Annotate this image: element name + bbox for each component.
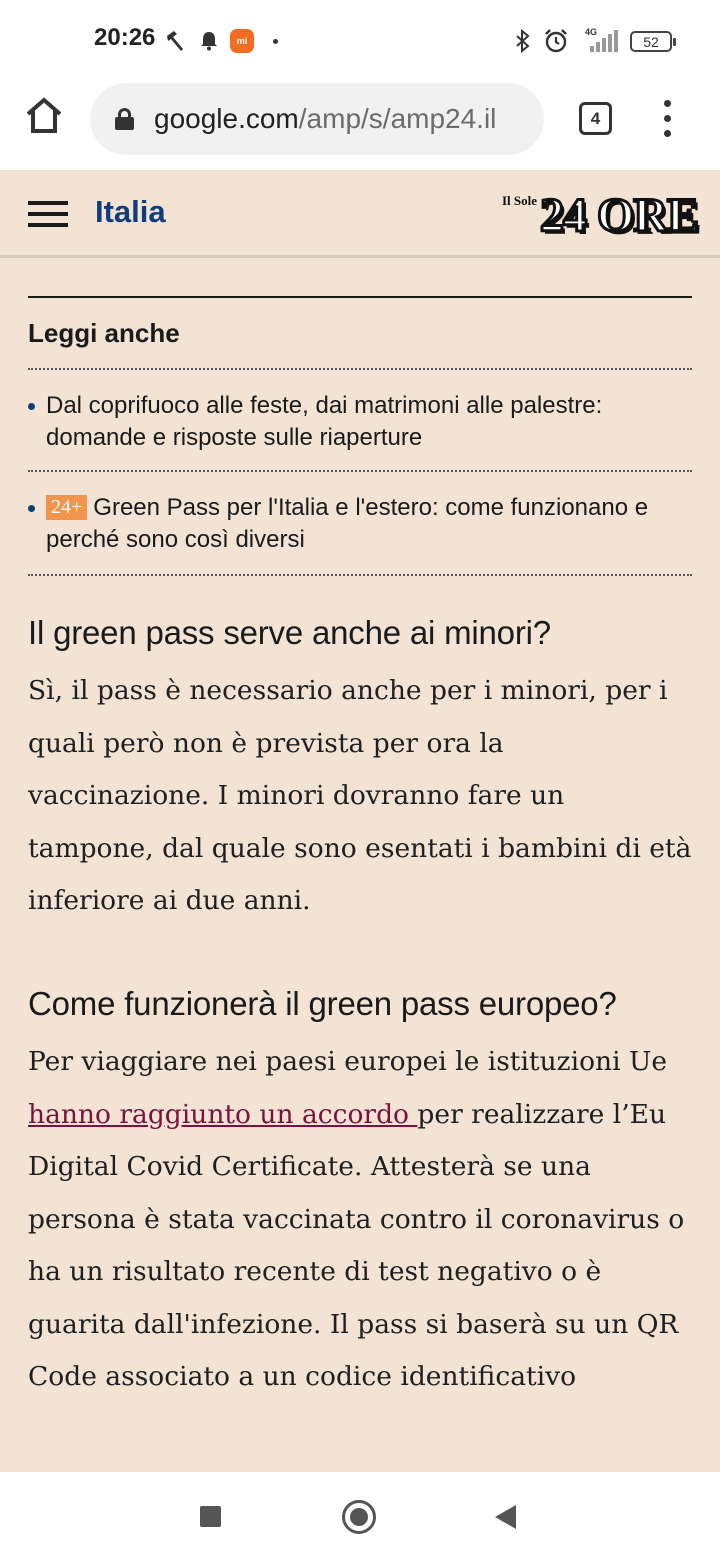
clock: 20:26 <box>94 24 156 51</box>
article-paragraph <box>28 1036 692 1472</box>
related-item-text[interactable]: Green Pass per l'Italia e l'estero: come funzionano e perché sono così diversi <box>46 494 649 553</box>
url-domain: google.com <box>154 103 299 134</box>
section-divider <box>28 296 692 298</box>
paragraph-text: per realizzare l’Eu Digital Covid Certificate. Attesterà se una persona è stata vaccinata contro il coronavirus o ha un risultato recente di test negativo o è guarita dall'infezione. Il pass si baserà su un QR Code associato a un codice identificativo <box>28 1098 685 1392</box>
dot-icon <box>270 24 280 58</box>
bluetooth-icon <box>512 24 534 58</box>
bullet-icon <box>28 505 35 512</box>
related-title: Leggi anche <box>28 318 180 348</box>
back-button-icon[interactable] <box>495 1505 516 1529</box>
system-nav-bar <box>0 1472 720 1560</box>
battery-icon <box>630 31 672 52</box>
battery-level: 52 <box>643 33 659 50</box>
hammer-icon <box>162 24 188 58</box>
tab-switcher-button[interactable] <box>579 102 612 135</box>
dotted-divider <box>28 470 692 472</box>
url-path: /amp/s/amp24.il <box>298 103 497 134</box>
recents-button-icon[interactable] <box>200 1506 221 1527</box>
mi-app-icon: mi <box>229 24 255 58</box>
status-bar <box>0 0 720 80</box>
premium-24plus-badge: 24+ <box>46 495 87 520</box>
bullet-icon <box>28 403 35 410</box>
network-type: 4G <box>585 27 598 37</box>
browser-toolbar <box>0 80 720 170</box>
home-icon[interactable] <box>24 96 64 136</box>
more-menu-icon[interactable] <box>656 100 680 138</box>
home-button-icon[interactable] <box>342 1500 376 1534</box>
related-item[interactable] <box>28 492 692 560</box>
bell-icon <box>198 24 220 58</box>
related-item[interactable] <box>28 390 692 458</box>
logo-small-text: Il Sole <box>502 193 538 208</box>
site-header <box>0 170 720 258</box>
tab-count: 4 <box>590 108 601 128</box>
section-title[interactable]: Italia <box>95 194 166 229</box>
article-paragraph: Sì, il pass è necessario anche per i minori, per i quali però non è prevista per ora la vaccinazione. I minori dovranno fare un tampone, dal quale sono esentati i bambini di età inferiore ai due anni. <box>28 675 692 916</box>
address-bar[interactable] <box>90 83 544 155</box>
article-heading: Il green pass serve anche ai minori? <box>28 614 551 651</box>
article-heading: Come funzionerà il green pass europeo? <box>28 985 617 1022</box>
logo-big-text: 24 ORE <box>540 189 699 242</box>
il-sole-24-ore-logo[interactable] <box>498 188 706 244</box>
paragraph-text: Per viaggiare nei paesi europei le istituzioni Ue <box>28 1046 668 1077</box>
lock-icon[interactable] <box>115 108 134 130</box>
related-item-text[interactable]: Dal coprifuoco alle feste, dai matrimoni alle palestre: domande e risposte sulle riaperture <box>46 392 603 451</box>
url-text[interactable] <box>154 103 496 135</box>
related-item-body[interactable] <box>46 492 696 556</box>
dotted-divider <box>28 574 692 576</box>
article-link[interactable]: hanno raggiunto un accordo <box>28 1098 418 1130</box>
signal-icon <box>584 30 620 52</box>
alarm-icon <box>542 24 570 58</box>
hamburger-menu-icon[interactable] <box>28 201 68 227</box>
dotted-divider <box>28 368 692 370</box>
